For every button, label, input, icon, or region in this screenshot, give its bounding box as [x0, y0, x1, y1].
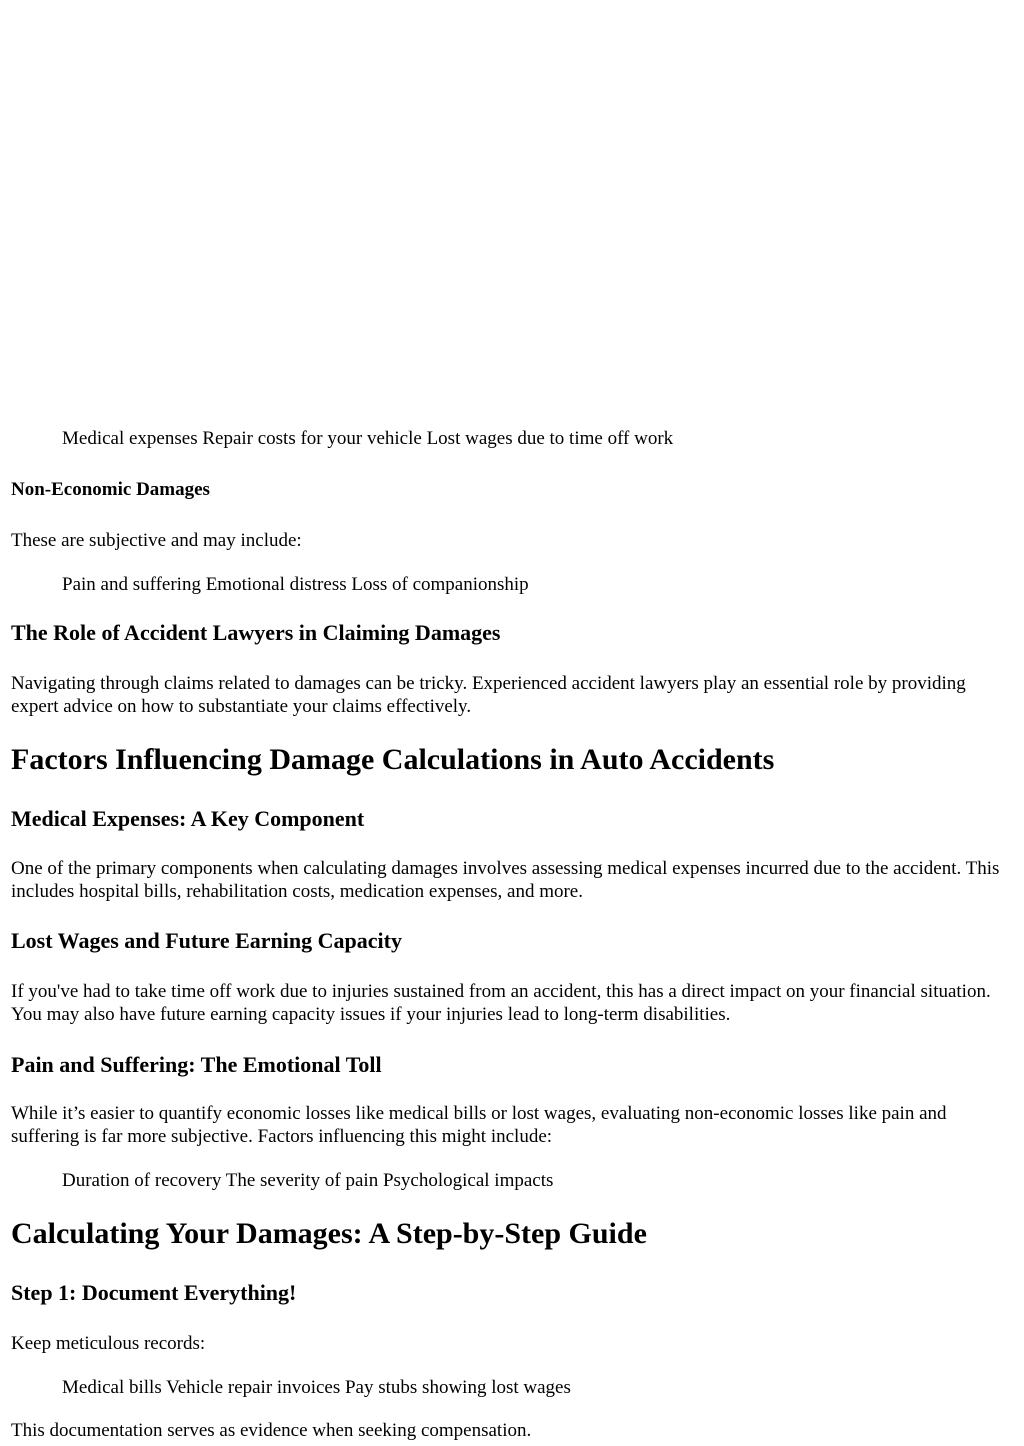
lost-wages-paragraph: If you've had to take time off work due to injuries sustained from an accident, this has a direct impact on your financial situation. You may also have future earning capacity issues if your injuries lead to long-term disabilities. — [11, 981, 991, 1025]
non-economic-damages-list: Pain and suffering Emotional distress Loss of companionship — [62, 574, 529, 595]
non-economic-damages-heading: Non-Economic Damages — [11, 479, 210, 500]
medical-expenses-paragraph: One of the primary components when calculating damages involves assessing medical expenses incurred due to the accident. This includes hospital bills, rehabilitation costs, medication expenses, and more. — [11, 858, 1000, 902]
economic-damages-list: Medical expenses Repair costs for your vehicle Lost wages due to time off work — [62, 428, 674, 449]
records-list: Medical bills Vehicle repair invoices Pay stubs showing lost wages — [62, 1377, 571, 1398]
non-economic-intro: These are subjective and may include: — [11, 530, 302, 551]
documentation-note: This documentation serves as evidence when seeking compensation. — [11, 1420, 532, 1441]
pain-and-suffering-paragraph: While it’s easier to quantify economic losses like medical bills or lost wages, evaluating non-economic losses like pain and suffering is far more subjective. Factors influencing this might include: — [11, 1103, 947, 1147]
pain-and-suffering-heading: Pain and Suffering: The Emotional Toll — [11, 1052, 382, 1077]
calculating-damages-heading: Calculating Your Damages: A Step-by-Step Guide — [11, 1217, 647, 1250]
pain-factors-list: Duration of recovery The severity of pain Psychological impacts — [62, 1170, 554, 1191]
role-of-lawyers-paragraph: Navigating through claims related to damages can be tricky. Experienced accident lawyers play an essential role by providing expert advice on how to substantiate your claims effectively. — [11, 673, 966, 717]
factors-heading: Factors Influencing Damage Calculations in Auto Accidents — [11, 743, 775, 776]
lost-wages-heading: Lost Wages and Future Earning Capacity — [11, 928, 402, 953]
step-1-intro: Keep meticulous records: — [11, 1333, 206, 1354]
role-of-lawyers-heading: The Role of Accident Lawyers in Claiming Damages — [11, 620, 501, 645]
medical-expenses-heading: Medical Expenses: A Key Component — [11, 806, 365, 831]
step-1-heading: Step 1: Document Everything! — [11, 1280, 297, 1305]
